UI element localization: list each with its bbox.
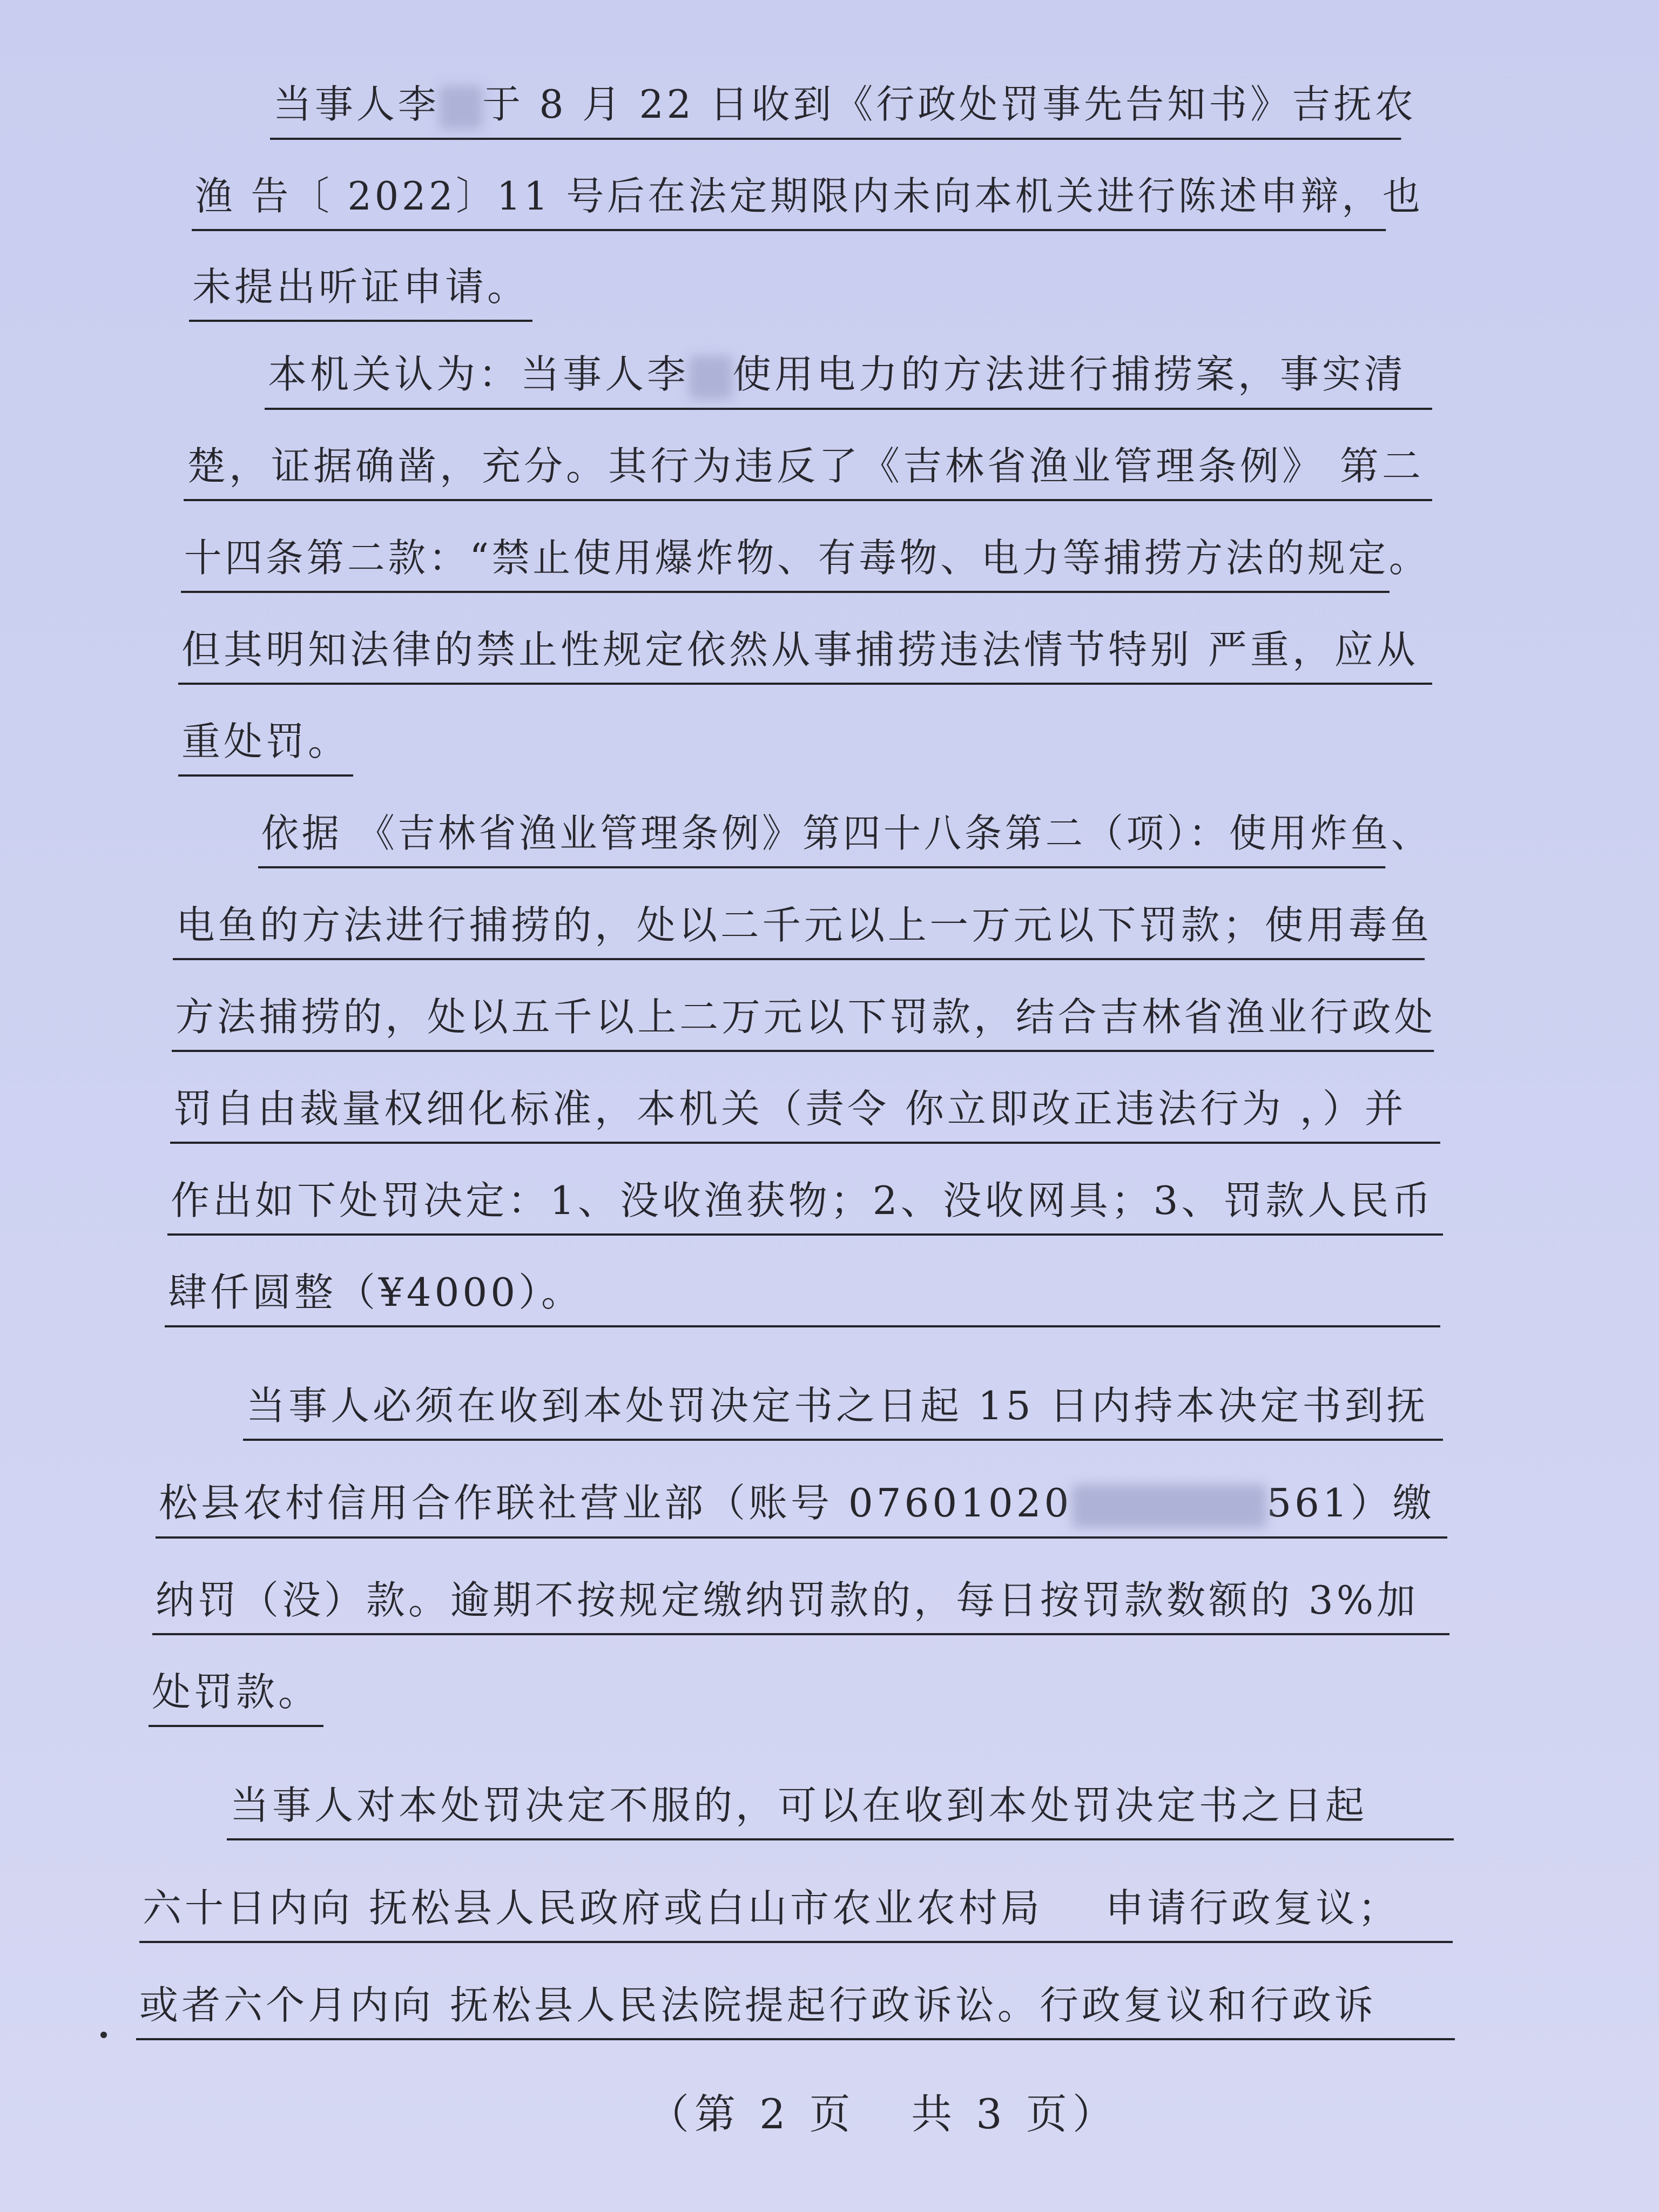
text-line: 六十日内向 抚松县人民政府或白山市农业农村局 申请行政复议； xyxy=(139,1884,1453,1943)
text-run: 使用电力的方法进行捕捞案，事实清 xyxy=(732,352,1407,397)
text-run: 本机关认为：当事人李 xyxy=(268,352,690,397)
text-line xyxy=(270,80,1417,140)
page-footer: （第 2 页 共 3 页） xyxy=(648,2090,1119,2138)
text-line: 十四条第二款：“禁止使用爆炸物、有毒物、电力等捕捞方法的规定。 xyxy=(181,534,1390,593)
text-line: 或者六个月内向 抚松县人民法院提起行政诉讼。行政复议和行政诉 xyxy=(136,1981,1455,2040)
text-line: 处罚款。 xyxy=(149,1668,323,1727)
redaction-blur xyxy=(440,86,482,129)
text-line xyxy=(156,1479,1447,1539)
text-line: 肆仟圆整（¥4000）。 xyxy=(165,1268,1440,1327)
text-line: 当事人必须在收到本处罚决定书之日起 15 日内持本决定书到抚 xyxy=(243,1381,1443,1441)
text-run: 561）缴 xyxy=(1266,1480,1435,1526)
text-line: 当事人对本处罚决定不服的，可以在收到本处罚决定书之日起 xyxy=(227,1781,1454,1840)
text-line: 依据 《吉林省渔业管理条例》第四十八条第二（项）：使用炸鱼、 xyxy=(258,809,1385,868)
text-run: 松县农村信用合作联社营业部（账号 07601020 xyxy=(159,1480,1073,1526)
text-line: 未提出听证申请。 xyxy=(189,262,532,322)
text-line: 重处罚。 xyxy=(178,717,353,777)
text-line: 方法捕捞的，处以五千以上二万元以下罚款，结合吉林省渔业行政处 xyxy=(172,993,1434,1052)
text-line xyxy=(265,350,1432,410)
redaction-blur xyxy=(689,356,732,399)
text-line: 楚，证据确凿，充分。其行为违反了《吉林省渔业管理条例》 第二 xyxy=(184,442,1432,501)
text-line: 但其明知法律的禁止性规定依然从事捕捞违法情节特别 严重，应从 xyxy=(178,625,1432,685)
text-line: 罚自由裁量权细化标准，本机关（责令 你立即改正违法行为 ，）并 xyxy=(170,1084,1440,1144)
redaction-blur xyxy=(1072,1485,1266,1528)
stray-dot xyxy=(100,2032,107,2038)
text-line: 电鱼的方法进行捕捞的，处以二千元以上一万元以下罚款；使用毒鱼 xyxy=(173,901,1425,960)
text-line: 渔 告〔 2022〕11 号后在法定期限内未向本机关进行陈述申辩，也 xyxy=(192,172,1386,231)
text-line: 纳罚（没）款。逾期不按规定缴纳罚款的，每日按罚款数额的 3%加 xyxy=(152,1576,1449,1635)
text-run: 当事人李 xyxy=(273,82,440,127)
text-line: 作出如下处罚决定：1、没收渔获物；2、没收网具；3、罚款人民币 xyxy=(167,1176,1443,1236)
text-run: 于 8 月 22 日收到《行政处罚事先告知书》吉抚农 xyxy=(482,82,1417,127)
